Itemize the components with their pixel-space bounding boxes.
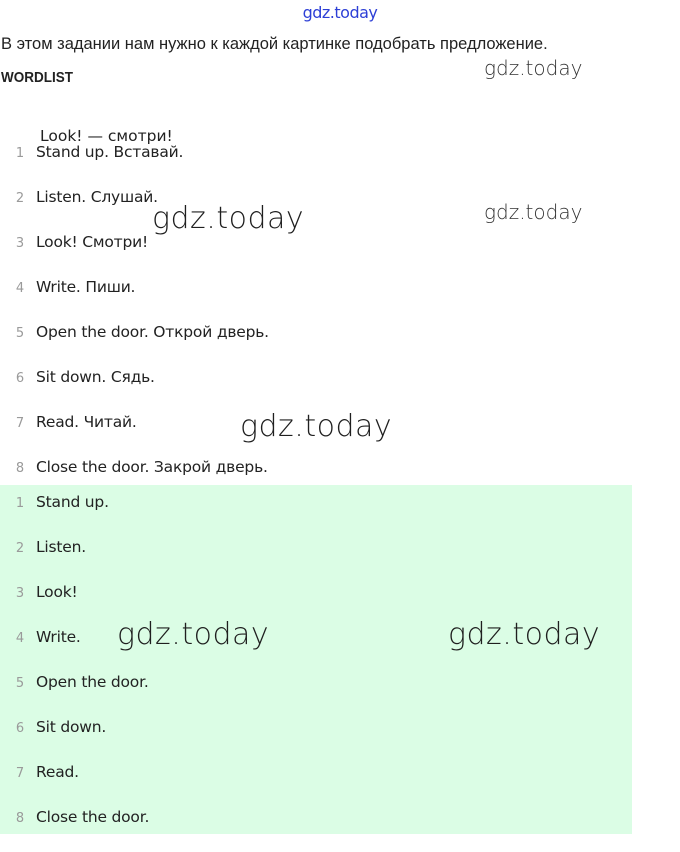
watermark: gdz.today bbox=[240, 409, 393, 444]
answer-item bbox=[0, 717, 632, 762]
item-number: 5 bbox=[15, 676, 25, 691]
list-item bbox=[0, 187, 632, 232]
item-text: Stand up. Вставай. bbox=[36, 143, 184, 161]
item-text: Close the door. Закрой дверь. bbox=[36, 458, 268, 476]
watermark: gdz.today bbox=[448, 617, 601, 652]
list-item bbox=[0, 412, 632, 457]
list-item bbox=[0, 277, 632, 322]
answer-item bbox=[0, 762, 632, 807]
item-number: 8 bbox=[15, 461, 25, 476]
item-number: 7 bbox=[15, 766, 25, 781]
item-text: Open the door. bbox=[36, 673, 149, 691]
item-text: Listen. Слушай. bbox=[36, 188, 158, 206]
item-number: 8 bbox=[15, 811, 25, 826]
item-text: Open the door. Открой дверь. bbox=[36, 323, 269, 341]
wordlist-heading: WORDLIST bbox=[1, 69, 73, 86]
item-number: 4 bbox=[15, 631, 25, 646]
list-item bbox=[0, 142, 632, 187]
answer-list bbox=[0, 485, 632, 834]
item-number: 6 bbox=[15, 371, 25, 386]
item-text: Look! Смотри! bbox=[36, 233, 149, 251]
answer-item bbox=[0, 582, 632, 627]
item-number: 7 bbox=[15, 416, 25, 431]
item-number: 2 bbox=[15, 191, 25, 206]
answer-item bbox=[0, 672, 632, 717]
watermark: gdz.today bbox=[484, 200, 583, 224]
item-text: Sit down. Сядь. bbox=[36, 368, 155, 386]
list-item bbox=[0, 232, 632, 277]
item-number: 2 bbox=[15, 541, 25, 556]
item-text: Stand up. bbox=[36, 493, 109, 511]
answer-item bbox=[0, 492, 632, 537]
item-number: 1 bbox=[15, 146, 25, 161]
site-logo[interactable]: gdz.today bbox=[302, 3, 378, 22]
item-text: Read. Читай. bbox=[36, 413, 137, 431]
translation-list bbox=[0, 142, 632, 502]
item-number: 3 bbox=[15, 236, 25, 251]
item-number: 5 bbox=[15, 326, 25, 341]
item-number: 1 bbox=[15, 496, 25, 511]
item-text: Write. bbox=[36, 628, 81, 646]
answer-item bbox=[0, 537, 632, 582]
list-item bbox=[0, 322, 632, 367]
item-text: Sit down. bbox=[36, 718, 107, 736]
item-text: Read. bbox=[36, 763, 79, 781]
clipped-list-item: Look! — смотри! bbox=[40, 127, 173, 145]
intro-text: В этом задании нам нужно к каждой картинке подобрать предложение. bbox=[1, 35, 548, 53]
answer-item bbox=[0, 807, 632, 852]
item-number: 6 bbox=[15, 721, 25, 736]
watermark: gdz.today bbox=[484, 56, 583, 80]
watermark: gdz.today bbox=[152, 201, 305, 236]
item-text: Listen. bbox=[36, 538, 86, 556]
item-number: 4 bbox=[15, 281, 25, 296]
item-text: Close the door. bbox=[36, 808, 150, 826]
list-item bbox=[0, 367, 632, 412]
watermark: gdz.today bbox=[117, 617, 270, 652]
item-text: Look! bbox=[36, 583, 78, 601]
item-number: 3 bbox=[15, 586, 25, 601]
item-text: Write. Пиши. bbox=[36, 278, 136, 296]
answer-item bbox=[0, 627, 632, 672]
